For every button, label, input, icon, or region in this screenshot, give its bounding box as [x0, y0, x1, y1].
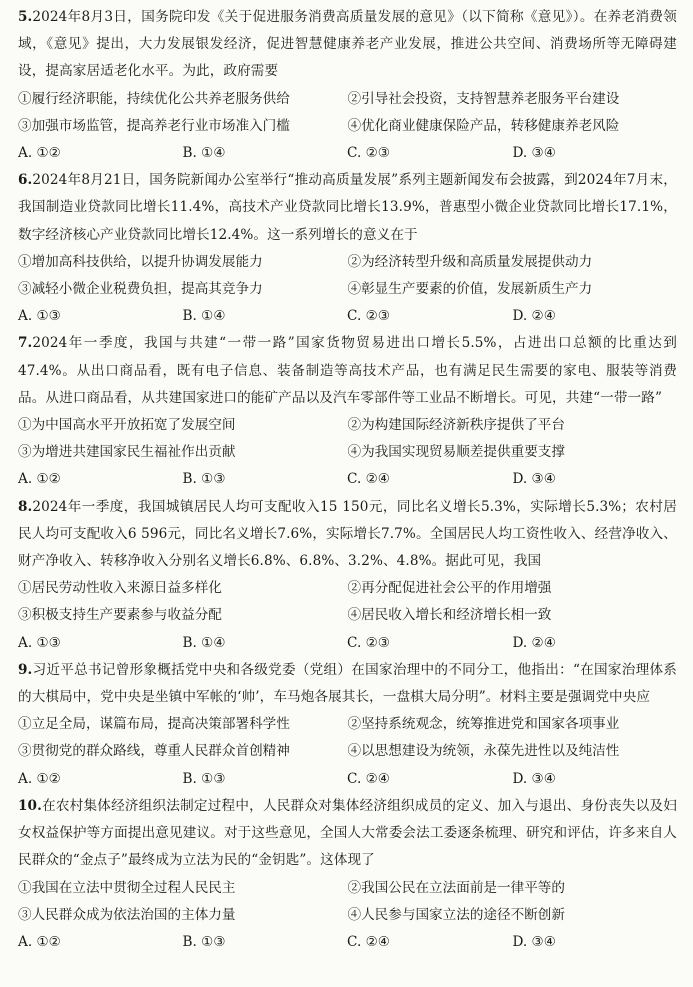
option-3: ③加强市场监管，提高养老行业市场准入门槛 — [18, 117, 290, 134]
option-1: ①为中国高水平开放拓宽了发展空间 — [18, 417, 236, 434]
question-5 — [18, 4, 677, 167]
answer-a: A. ①② — [18, 933, 61, 950]
answer-b: B. ①③ — [182, 933, 226, 950]
option-3: ③为增进共建国家民生福祉作出贡献 — [18, 444, 236, 461]
answer-choices — [18, 929, 677, 956]
answer-choices — [18, 303, 677, 330]
option-3: ③贯彻党的群众路线，尊重人民群众首创精神 — [18, 743, 290, 760]
answer-c: C. ②③ — [347, 308, 390, 325]
question-stem: 在农村集体经济组织法制定过程中，人民群众对集体经济组织成员的定义、加入与退出、身份丧失以及妇女权益保护等方面提出意见建议。对于这些意见，全国人大常委会法工委逐条梳理、研究和评估，许多来自人民群众的“金点子”最终成为立法为民的“金钥匙”。这体现了 — [18, 797, 677, 869]
answer-a: A. ①② — [18, 770, 61, 787]
answer-c: C. ②③ — [347, 145, 390, 162]
question-6 — [18, 167, 677, 330]
option-1: ①立足全局，谋篇布局，提高决策部署科学性 — [18, 716, 290, 733]
option-3: ③人民群众成为依法治国的主体力量 — [18, 906, 236, 923]
option-4: ④以思想建设为统领，永葆先进性以及纯洁性 — [347, 743, 620, 760]
option-4: ④优化商业健康保险产品，转移健康养老风险 — [347, 117, 620, 134]
option-1: ①增加高科技供给，以提升协调发展能力 — [18, 253, 263, 270]
option-2: ②我国公民在立法面前是一律平等的 — [347, 879, 565, 896]
answer-b: B. ①④ — [182, 634, 226, 651]
option-4: ④居民收入增长和经济增长相一致 — [347, 607, 552, 624]
option-4: ④为我国实现贸易顺差提供重要支撑 — [347, 444, 565, 461]
option-1: ①履行经济职能，持续优化公共养老服务供给 — [18, 90, 290, 107]
answer-d: D. ②④ — [512, 634, 556, 651]
answer-d: D. ②④ — [512, 308, 556, 325]
answer-c: C. ②④ — [347, 933, 390, 950]
answer-choices — [18, 630, 677, 657]
question-number: 5. — [18, 9, 33, 25]
question-number: 10. — [18, 797, 42, 814]
question-stem: 2024年8月21日，国务院新闻办公室举行“推动高质量发展”系列主题新闻发布会披露，到2024年7月末，我国制造业贷款同比增长11.4%，高技术产业贷款同比增长13.9%，普惠型小微企业贷款同比增长17.1%，数字经济核心产业贷款同比增长12.4%。这一系列增长的意义在于 — [18, 172, 677, 243]
answer-choices — [18, 466, 677, 493]
answer-a: A. ①③ — [18, 634, 61, 651]
question-number: 6. — [18, 172, 33, 189]
option-2: ②为构建国际经济新秩序提供了平台 — [347, 417, 565, 434]
question-stem: 习近平总书记曾形象概括党中央和各级党委（党组）在国家治理中的不同分工，他指出：“在国家治理体系的大棋局中，党中央是坐镇中军帐的‘帅’，车马炮各展其长，一盘棋大局分明”。材料主要是强调党中央应 — [18, 661, 677, 706]
question-stem: 2024年一季度，我国城镇居民人均可支配收入15 150元，同比名义增长5.3%，实际增长5.3%；农村居民人均可支配收入6 596元，同比名义增长7.6%，实际增长7.7%。全国居民人均工资性收入、经营净收入、财产净收入、转移净收入分别名义增长6.8%、6.8%、3.2%、4.8%。据此可见，我国 — [18, 498, 677, 570]
answer-c: C. ②④ — [347, 770, 390, 787]
question-number: 7. — [18, 335, 33, 352]
answer-choices — [18, 140, 677, 167]
answer-a: A. ①③ — [18, 308, 61, 325]
question-stem: 2024年8月3日，国务院印发《关于促进服务消费高质量发展的意见》（以下简称《意见》）。在养老消费领域，《意见》提出，大力发展银发经济，促进智慧健康养老产业发展，推进公共空间、消费场所等无障碍建设，提高家居适老化水平。为此，政府需要 — [18, 9, 677, 80]
option-4: ④人民参与国家立法的途径不断创新 — [347, 906, 565, 923]
question-8 — [18, 494, 677, 657]
option-2: ②引导社会投资，支持智慧养老服务平台建设 — [347, 90, 620, 107]
answer-choices — [18, 766, 677, 793]
answer-d: D. ③④ — [512, 471, 556, 488]
answer-c: C. ②③ — [347, 634, 390, 651]
option-3: ③减轻小微企业税费负担，提高其竞争力 — [18, 281, 263, 298]
option-2: ②再分配促进社会公平的作用增强 — [347, 580, 552, 597]
answer-b: B. ①④ — [182, 308, 226, 325]
option-3: ③积极支持生产要素参与收益分配 — [18, 607, 222, 624]
question-number: 9. — [18, 661, 33, 678]
answer-b: B. ①③ — [182, 471, 226, 488]
answer-d: D. ③④ — [512, 145, 556, 162]
option-2: ②为经济转型升级和高质量发展提供动力 — [347, 253, 593, 270]
answer-a: A. ①② — [18, 471, 61, 488]
option-1: ①我国在立法中贯彻全过程人民民主 — [18, 879, 236, 896]
question-number: 8. — [18, 498, 33, 515]
answer-d: D. ③④ — [512, 770, 556, 787]
option-2: ②坚持系统观念，统筹推进党和国家各项事业 — [347, 716, 620, 733]
answer-c: C. ②④ — [347, 471, 390, 488]
answer-d: D. ③④ — [512, 933, 556, 950]
question-7 — [18, 330, 677, 493]
question-9 — [18, 657, 677, 793]
option-1: ①居民劳动性收入来源日益多样化 — [18, 580, 222, 597]
answer-b: B. ①③ — [182, 770, 226, 787]
answer-a: A. ①② — [18, 145, 61, 162]
option-4: ④彰显生产要素的价值，发展新质生产力 — [347, 281, 593, 298]
answer-b: B. ①④ — [182, 145, 226, 162]
question-10 — [18, 793, 677, 956]
question-stem: 2024年一季度，我国与共建“一带一路”国家货物贸易进出口增长5.5%，占进出口总额的比重达到47.4%。从出口商品看，既有电子信息、装备制造等高技术产品，也有满足民生需要的家电、服装等消费品。从进口商品看，从共建国家进口的能矿产品以及汽车零部件等工业品不断增长。可见，共建“一带一路” — [18, 335, 677, 406]
